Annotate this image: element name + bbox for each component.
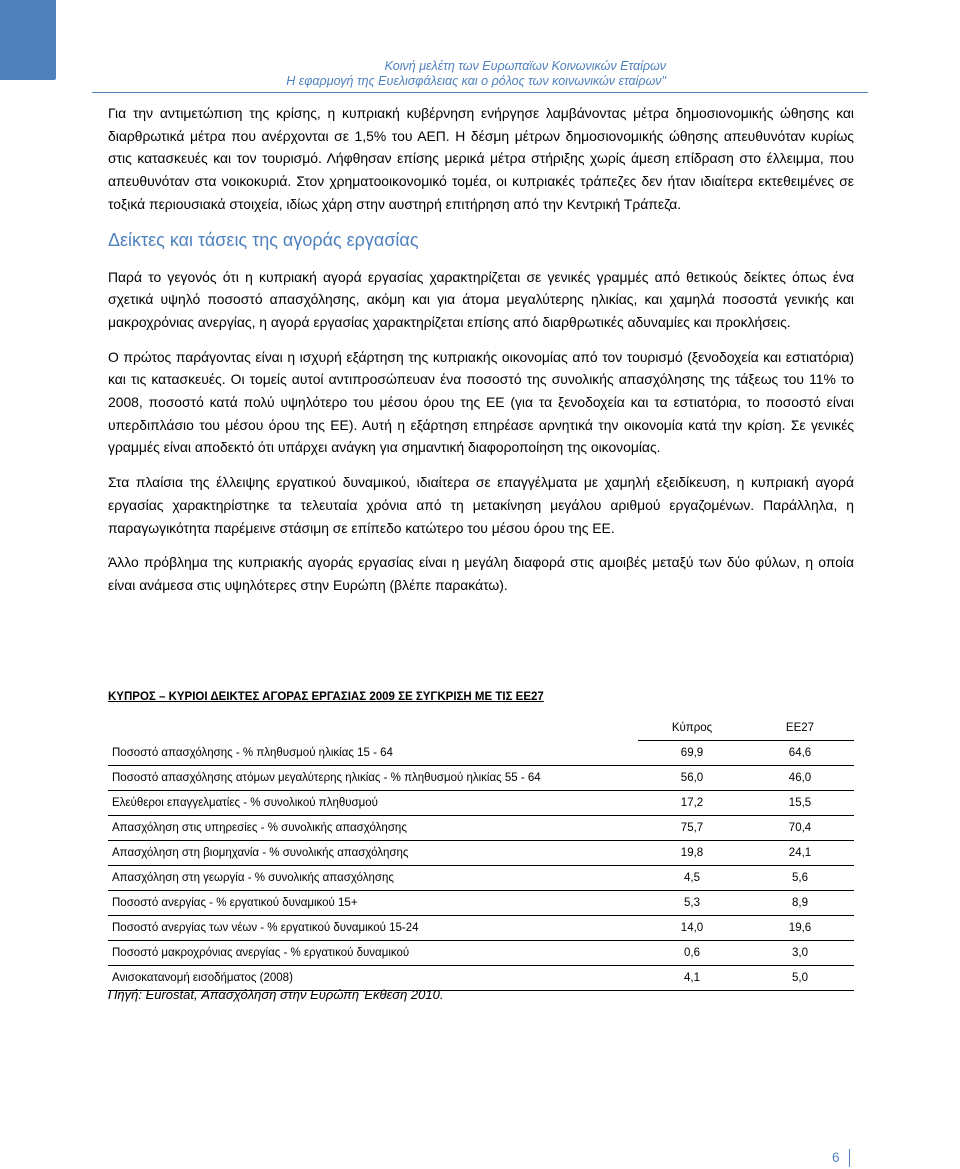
row-label: Ποσοστό απασχόλησης ατόμων μεγαλύτερης ηλικίας - % πληθυσμού ηλικίας 55 - 64 — [108, 766, 638, 791]
table-title: ΚΥΠΡΟΣ – ΚΥΡΙΟΙ ΔΕΙΚΤΕΣ ΑΓΟΡΑΣ ΕΡΓΑΣΙΑΣ 2009 ΣΕ ΣΥΓΚΡΙΣΗ ΜΕ ΤΙΣ ΕΕ27 — [108, 691, 544, 703]
header-accent-bar — [0, 0, 56, 80]
row-label: Ελεύθεροι επαγγελματίες - % συνολικού πληθυσμού — [108, 791, 638, 816]
page-number: 6 — [832, 1150, 840, 1165]
table-row — [108, 766, 854, 791]
table-row — [108, 741, 854, 766]
row-label: Ποσοστό ανεργίας των νέων - % εργατικού δυναμικού 15-24 — [108, 916, 638, 941]
table-row — [108, 891, 854, 916]
table-row — [108, 916, 854, 941]
cyprus-value: 56,0 — [638, 766, 746, 791]
eu27-value: 19,6 — [746, 916, 854, 941]
cyprus-value: 75,7 — [638, 816, 746, 841]
row-label: Ανισοκατανομή εισοδήματος (2008) — [108, 966, 638, 991]
paragraph-1: Παρά το γεγονός ότι η κυπριακή αγορά εργασίας χαρακτηρίζεται σε γενικές γραμμές από θετικούς δείκτες όπως ένα σχετικά υψηλό ποσοστό απασχόλησης, ακόμη και για άτομα μεγαλύτερης ηλικίας, και χαμηλά ποσοστά γενικής και μακροχρόνιας ανεργίας, η αγορά εργασίας χαρακτηρίζεται επίσης από διαρθρωτικές αδυναμίες και προκλήσεις. — [108, 268, 854, 330]
header-rule — [92, 92, 868, 93]
cyprus-value: 69,9 — [638, 741, 746, 766]
header-text — [286, 59, 666, 89]
cyprus-value: 4,1 — [638, 966, 746, 991]
table-row — [108, 841, 854, 866]
intro-paragraph: Για την αντιμετώπιση της κρίσης, η κυπριακή κυβέρνηση ενήργησε λαμβάνοντας μέτρα δημοσιονομικής ώθησης και διαρθρωτικά μέτρα που ανέρχονται σε 1,5% του ΑΕΠ. Η δέσμη μέτρων δημοσιονομικής ώθησης απευθυνόταν κυρίως στις κατασκευές και τον τουρισμό. Λήφθησαν επίσης μερικά μέτρα στήριξης χωρίς άμεση επίδραση στο έλλειμμα, που απευθυνόταν στα νοικοκυριά. Στον χρηματοοικονομικό τομέα, οι κυπριακές τράπεζες δεν ήταν ιδιαίτερα εκτεθειμένες σε τοξικά περιουσιακά στοιχεία, ιδίως χάρη στην αυστηρή επιτήρηση από την Κεντρική Τράπεζα. — [108, 105, 854, 212]
section-title: Δείκτες και τάσεις της αγοράς εργασίας — [108, 229, 419, 250]
table-row — [108, 791, 854, 816]
column-header-cyprus: Κύπρος — [638, 716, 746, 741]
cyprus-value: 17,2 — [638, 791, 746, 816]
eu27-value: 15,5 — [746, 791, 854, 816]
header-line-2: Η εφαρμογή της Ευελισφάλειας και ο ρόλος των κοινωνικών εταίρων" — [286, 74, 666, 88]
cyprus-value: 19,8 — [638, 841, 746, 866]
paragraph-4: Άλλο πρόβλημα της κυπριακής αγοράς εργασίας είναι η μεγάλη διαφορά στις αμοιβές μεταξύ των δύο φύλων, η οποία είναι ανάμεσα στις υψηλότερες στην Ευρώπη (βλέπε παρακάτω). — [108, 554, 854, 593]
eu27-value: 24,1 — [746, 841, 854, 866]
eu27-value: 46,0 — [746, 766, 854, 791]
column-header-eu27: ΕΕ27 — [746, 716, 854, 741]
cyprus-value: 0,6 — [638, 941, 746, 966]
table-row — [108, 866, 854, 891]
row-label: Απασχόληση στις υπηρεσίες - % συνολικής απασχόλησης — [108, 816, 638, 841]
header-line-1: Κοινή μελέτη των Ευρωπαϊων Κοινωνικών Εταίρων — [384, 59, 666, 73]
table-row — [108, 941, 854, 966]
eu27-value: 3,0 — [746, 941, 854, 966]
paragraph-3: Στα πλαίσια της έλλειψης εργατικού δυναμικού, ιδιαίτερα σε επαγγέλματα με χαμηλή εξειδίκευση, η κυπριακή αγορά εργασίας χαρακτηρίστηκε τα τελευταία χρόνια από τη μετακίνηση μεγάλου αριθμού εργαζομένων. Παράλληλα, η παραγωγικότητα παρέμεινε στάσιμη σε επίπεδο κατώτερο του μέσου όρου της ΕΕ. — [108, 474, 854, 536]
row-label: Ποσοστό ανεργίας - % εργατικού δυναμικού 15+ — [108, 891, 638, 916]
eu27-value: 5,0 — [746, 966, 854, 991]
table-row — [108, 816, 854, 841]
eu27-value: 70,4 — [746, 816, 854, 841]
eu27-value: 64,6 — [746, 741, 854, 766]
page-content — [108, 102, 854, 597]
row-label: Απασχόληση στη γεωργία - % συνολικής απασχόλησης — [108, 866, 638, 891]
column-header-indicator — [108, 716, 638, 741]
cyprus-value: 5,3 — [638, 891, 746, 916]
row-label: Απασχόληση στη βιομηχανία - % συνολικής απασχόλησης — [108, 841, 638, 866]
row-label: Ποσοστό μακροχρόνιας ανεργίας - % εργατικού δυναμικού — [108, 941, 638, 966]
paragraph-2: Ο πρώτος παράγοντας είναι η ισχυρή εξάρτηση της κυπριακής οικονομίας από τον τουρισμό (ξενοδοχεία και εστιατόρια) και τις κατασκευές. Οι τομείς αυτοί αντιπροσώπευαν ένα ποσοστό της συνολικής απασχόλησης της τάξεως του 11% το 2008, ποσοστό κατά πολύ υψηλότερο του μέσου όρου της ΕΕ (για τα ξενοδοχεία και τα εστιατόρια, το ποσοστό είναι υπερδιπλάσιο του μέσου όρου της ΕΕ). Αυτή η εξάρτηση επηρέασε αρνητικά την οικονομία κατά την κρίση. Σε γενικές γραμμές είναι αποδεκτό ότι υπάρχει ανάγκη για σημαντική διαφοροποίηση της οικονομίας. — [108, 348, 854, 456]
page-number-rule — [849, 1149, 850, 1167]
page-header — [0, 0, 960, 90]
eu27-value: 8,9 — [746, 891, 854, 916]
indicators-table — [108, 716, 854, 991]
eu27-value: 5,6 — [746, 866, 854, 891]
cyprus-value: 14,0 — [638, 916, 746, 941]
cyprus-value: 4,5 — [638, 866, 746, 891]
table-source: Πηγή: Eurostat, Απασχόληση στην Ευρώπη Έκθεση 2010. — [108, 987, 444, 1002]
row-label: Ποσοστό απασχόλησης - % πληθυσμού ηλικίας 15 - 64 — [108, 741, 638, 766]
table-header-row — [108, 716, 854, 741]
